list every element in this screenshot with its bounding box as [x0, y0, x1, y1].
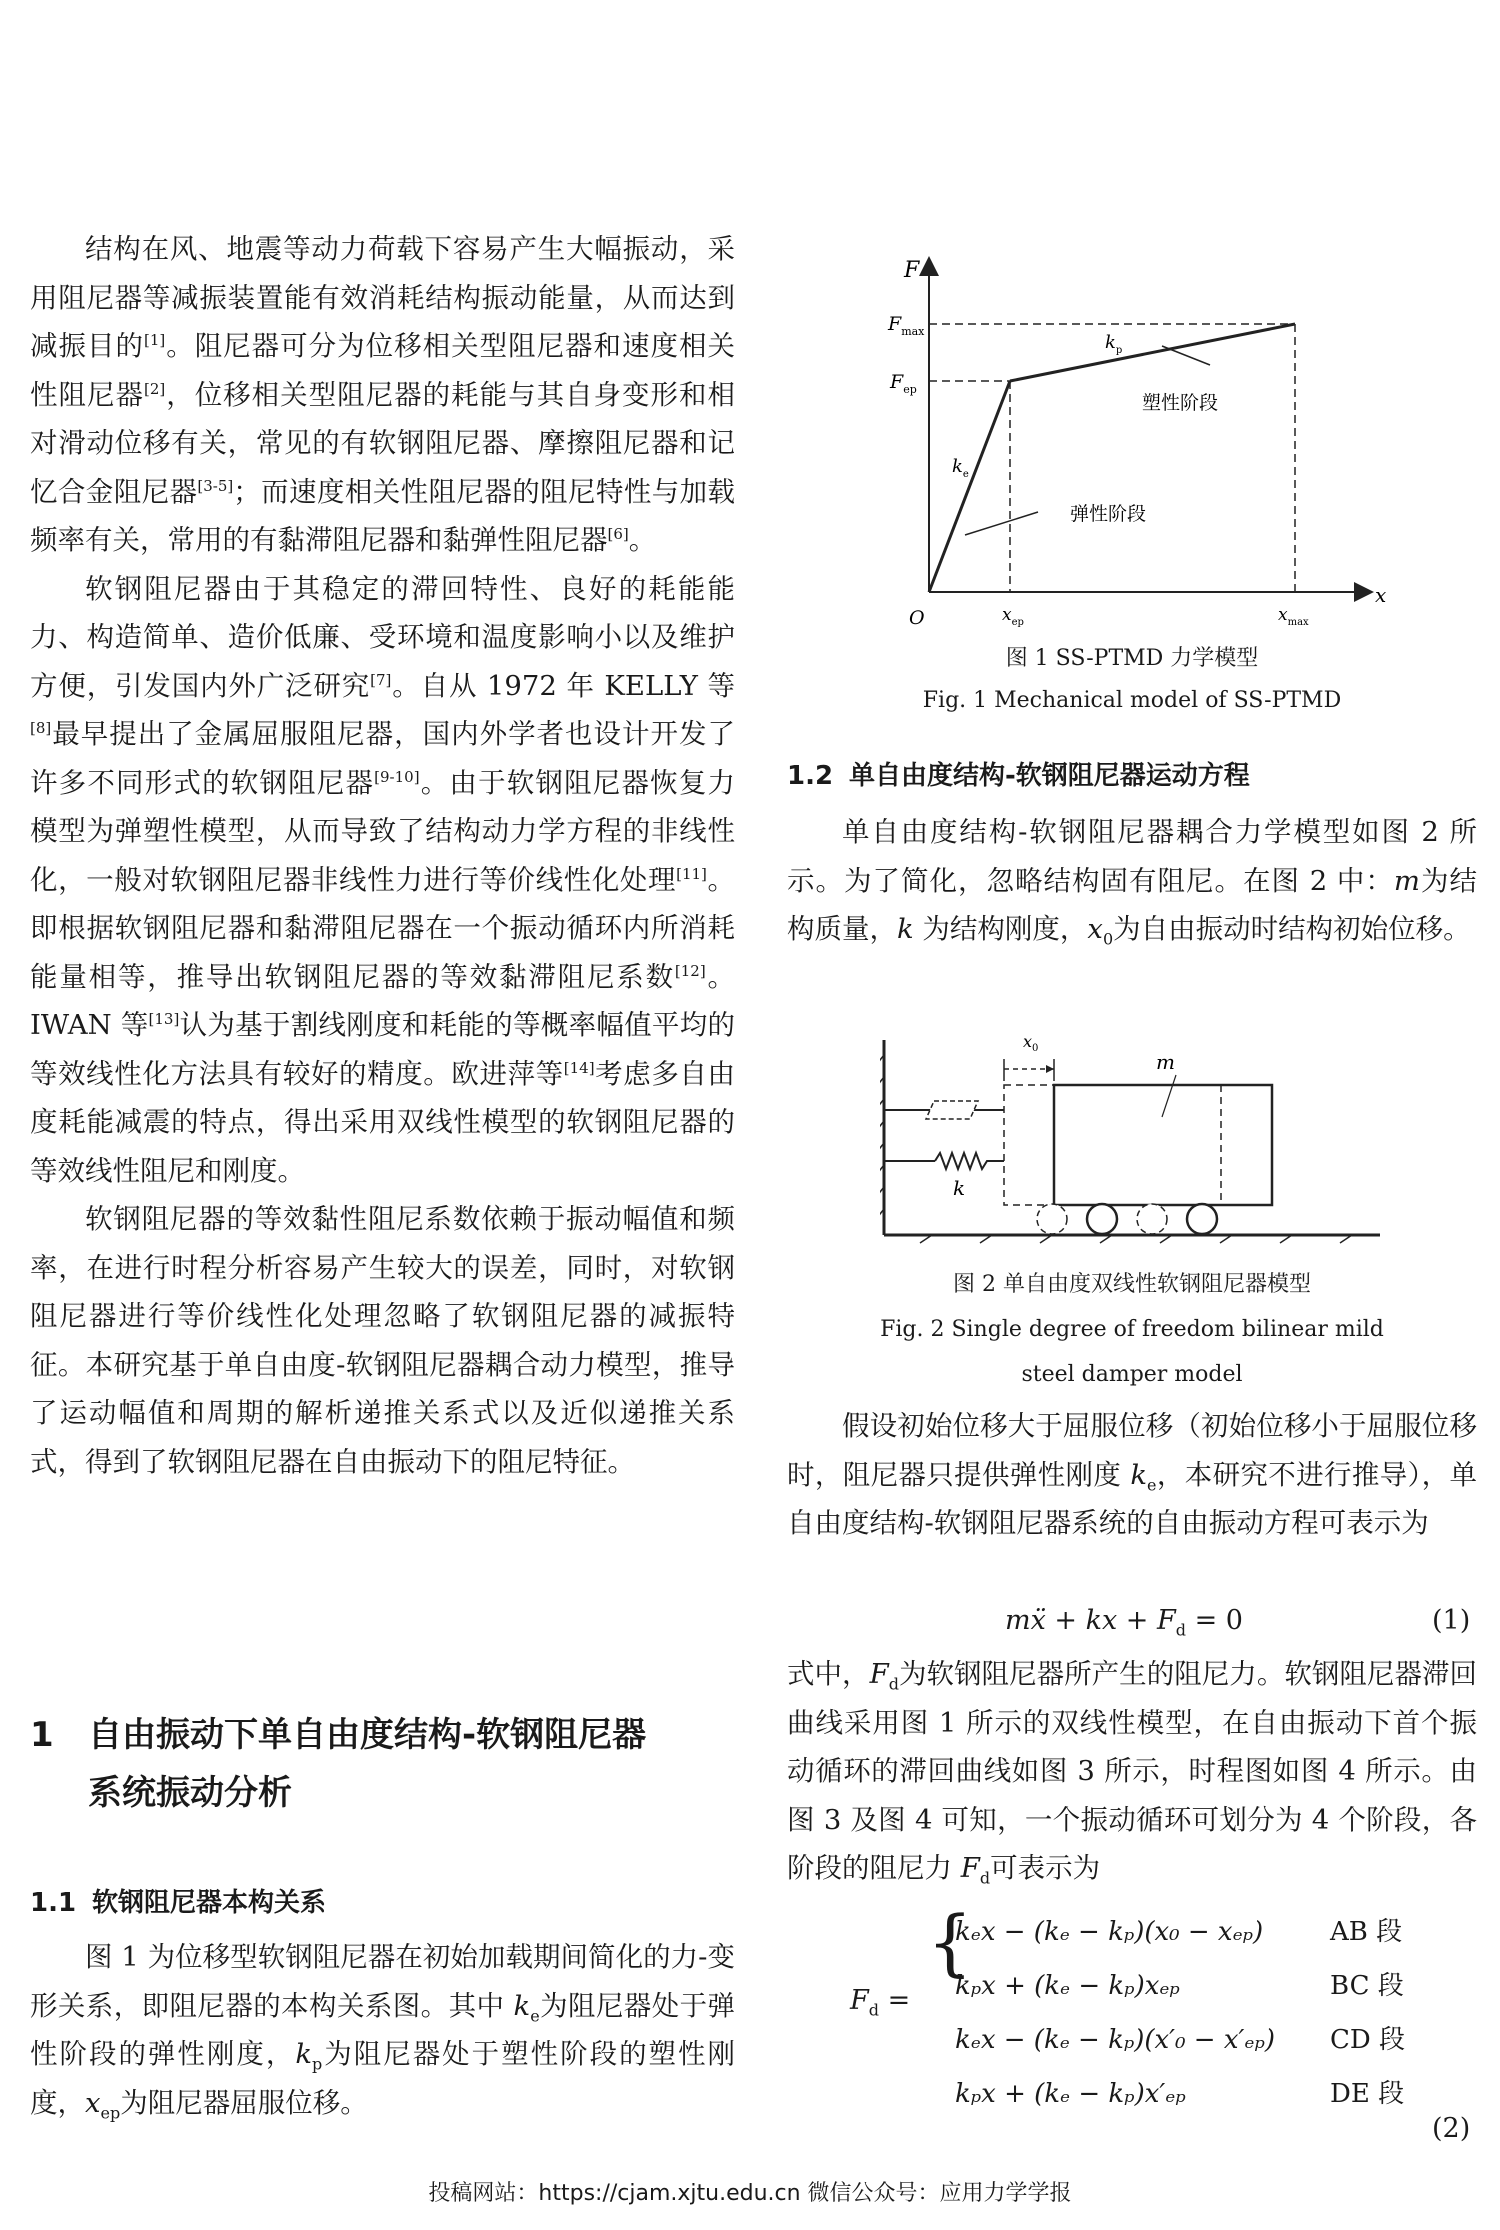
figure-1-caption: 图 1 SS-PTMD 力学模型 Fig. 1 Mechanical model of SS-PTMD — [922, 646, 1342, 713]
assumption-paragraph: 假设初始位移大于屈服位移（初始位移小于屈服位移时，阻尼器只提供弹性刚度 $k_e$，本研究不进行推导），单自由度结构-软钢阻尼器系统的自由振动方程可表示为 — [787, 1410, 1478, 1539]
label-x0: $x_0$ — [1023, 1032, 1039, 1054]
label-k: k — [953, 1176, 966, 1200]
label-ke: $k_e$ — [952, 456, 969, 480]
wheel-ghost-2 — [1137, 1204, 1167, 1234]
page-footer: 投稿网站：https://cjam.xjtu.edu.cn 微信公众号：应用力学学报 — [428, 2181, 1072, 2206]
label-x: x — [1375, 583, 1387, 607]
label-m: m — [1156, 1050, 1175, 1074]
label-xep: $x_{ep}$ — [1002, 605, 1024, 628]
equation-2-brace: { — [927, 1900, 973, 1984]
intro-paragraph-2: 软钢阻尼器由于其稳定的滞回特性、良好的耗能能力、构造简单、造价低廉、受环境和温度影响小以及维护方便，引发国内外广泛研究[7]。自从 1972 年 KELLY 等[8]最早提出了金属屈服阻尼器，国内外学者也设计开发了许多不同形式的软钢阻尼器[9-10]。由于软钢阻尼器恢复力模型为弹塑性模型，从而导致了结构动力学方程的非线性化，一般对软钢阻尼器非线性力进行等价线性化处理[11]。即根据软钢阻尼器和黏滞阻尼器在一个振动循环内所消耗能量相等，推导出软钢阻尼器的等效黏滞阻尼系数[12]。IWAN 等[13]认为基于割线刚度和耗能的等概率幅值平均的等效线性化方法具有较好的精度。欧进萍等[14]考虑多自由度耗能减震的特点，得出采用双线性模型的软钢阻尼器的等效线性阻尼和刚度。 — [30, 572, 736, 1187]
elastic-line — [929, 381, 1010, 592]
figure-1 — [880, 250, 1400, 630]
label-F: F — [904, 258, 920, 283]
figure-2-caption: 图 2 单自由度双线性软钢阻尼器模型 Fig. 2 Single degree of freedom bilinear mild steel damper model — [880, 1272, 1384, 1387]
figure-2 — [880, 1025, 1380, 1250]
label-O: O — [909, 607, 925, 629]
label-Fmax: $F_{max}$ — [888, 313, 925, 338]
equation-2-segments: AB 段 BC 段 CD 段 DE 段 — [1330, 1917, 1406, 2109]
left-column — [30, 225, 735, 1486]
plastic-line — [1010, 324, 1295, 381]
label-elastic-stage: 弹性阶段 — [1070, 503, 1147, 525]
initial-position — [1004, 1085, 1054, 1205]
constitutive-paragraph: 图 1 为位移型软钢阻尼器在初始加载期间简化的力-变形关系，即阻尼器的本构关系图。其中 $k_e$为阻尼器处于弹性阶段的弹性刚度，$k_p$为阻尼器处于塑性阶段的塑性刚度，$x_{ep}$为阻尼器屈服位移。 — [30, 1941, 736, 2122]
equation-2-number: (2) — [1432, 2113, 1471, 2144]
label-kp: $k_p$ — [1105, 332, 1123, 356]
equation-2-rows: kₑx − (kₑ − kₚ)(x₀ − xₑₚ) kₚx + (kₑ − kₚ)xₑₚ kₑx − (kₑ − kₚ)(x′₀ − x′ₑₚ) kₚx + (kₑ − kₚ)x′ₑₚ — [955, 1917, 1275, 2109]
mass-block — [1054, 1085, 1272, 1205]
spring-icon — [935, 1153, 1004, 1169]
intro-paragraph-1: 结构在风、地震等动力荷载下容易产生大幅振动，采用阻尼器等减振装置能有效消耗结构振动能量，从而达到减振目的[1]。阻尼器可分为位移相关型阻尼器和速度相关性阻尼器[2]，位移相关型阻尼器的耗能与其自身变形和相对滑动位移有关，常见的有软钢阻尼器、摩擦阻尼器和记忆合金阻尼器[3-5]；而速度相关性阻尼器的阻尼特性与加载频率有关，常用的有黏滞阻尼器和黏弹性阻尼器[6]。 — [30, 233, 736, 556]
wheel-1 — [1087, 1204, 1117, 1234]
damping-force-paragraph: 式中，$F_d$为软钢阻尼器所产生的阻尼力。软钢阻尼器滞回曲线采用图 1 所示的双线性模型，在自由振动下首个振动循环的滞回曲线如图 3 所示，时程图如图 4 所示。由图 3 及图 4 可知，一个振动循环可划分为 4 个阶段，各阶段的阻尼力 $F_d$可表示为 — [787, 1658, 1478, 1888]
subsection-heading-1-2: 1.2 单自由度结构-软钢阻尼器运动方程 — [787, 761, 1250, 791]
label-plastic-stage: 塑性阶段 — [1142, 392, 1219, 414]
intro-paragraph-3: 软钢阻尼器的等效黏性阻尼系数依赖于振动幅值和频率，在进行时程分析容易产生较大的误差，同时，对软钢阻尼器进行等价线性化处理忽略了软钢阻尼器的减振特征。本研究基于单自由度-软钢阻尼器耦合动力模型，推导了运动幅值和周期的解析递推关系式以及近似递推关系式，得到了软钢阻尼器在自由振动下的阻尼特征。 — [30, 1203, 735, 1478]
damper-icon — [926, 1101, 978, 1119]
equation-2-lhs: $F_d$ = — [850, 1985, 911, 2020]
subsection-heading-1-1: 1.1 软钢阻尼器本构关系 — [30, 1888, 327, 1918]
equation-1: mẍ + kx + $F_d = 0$ — [1005, 1605, 1243, 1640]
wheel-2 — [1187, 1204, 1217, 1234]
label-Fep: $F_{ep}$ — [890, 371, 917, 396]
model-paragraph: 单自由度结构-软钢阻尼器耦合力学模型如图 2 所示。为了简化，忽略结构固有阻尼。在图 2 中：m为结构质量，k 为结构刚度，$x_0$为自由振动时结构初始位移。 — [787, 816, 1477, 949]
label-xmax: $x_{max}$ — [1278, 605, 1309, 628]
equation-1-number: (1) — [1432, 1605, 1471, 1636]
section-heading-1: 1 自由振动下单自由度结构-软钢阻尼器 系统振动分析 — [30, 1715, 647, 1813]
wheel-ghost-1 — [1037, 1204, 1067, 1234]
